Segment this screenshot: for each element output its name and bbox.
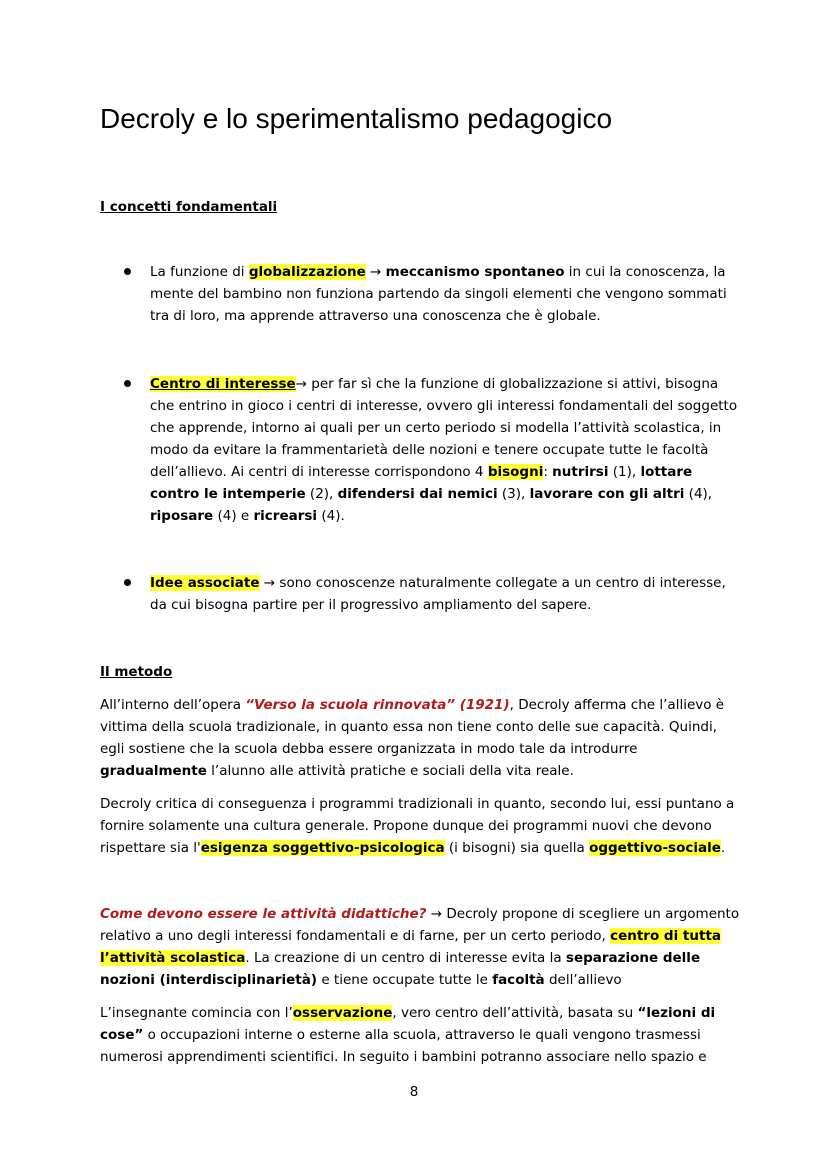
bullet-globalizzazione: La funzione di globalizzazione → meccanismo spontaneo in cui la conoscenza, la mente del bambino non funziona partendo da singoli elementi che vengono sommati tra di loro, ma apprende attraverso una conoscenza che è globale.	[150, 264, 727, 324]
bullet-dot	[124, 579, 131, 586]
paragraph-programmi: Decroly critica di conseguenza i programmi tradizionali in quanto, secondo lui, essi puntano a fornire solamente una cultura generale. Propone dunque dei programmi nuovi che devono rispettare sia l'esigenza soggettivo-psicologica (i bisogni) sia quella oggettivo-sociale.	[100, 796, 735, 856]
highlight: Idee associate	[150, 575, 260, 591]
highlight: osservazione	[292, 1005, 393, 1021]
bullet-idee-associate: Idee associate → sono conoscenze naturalmente collegate a un centro di interesse, da cui bisogna partire per il progressivo ampliamento del sapere.	[150, 575, 726, 613]
bullet-centro-di-interesse: Centro di interesse→ per far sì che la funzione di globalizzazione si attivi, bisogna che entrino in gioco i centri di interesse, ovvero gli interessi fondamentali del soggetto che apprende, intorno ai quali per un certo periodo si modella l’attività scolastica, in modo da evitare la frammentarietà delle nozioni e tenere occupate tutte le facoltà dell’allievo. Ai centri di interesse corrispondono 4 bisogni: nutrirsi (1), lottare contro le intemperie (2), difendersi dai nemici (3), lavorare con gli altri (4), riposare (4) e ricrearsi (4).	[150, 376, 738, 524]
bullet-dot	[124, 380, 131, 387]
highlight: centro di tutta l’attività scolastica	[100, 928, 722, 966]
highlight: bisogni	[487, 464, 544, 480]
highlight: Centro di interesse	[150, 376, 296, 392]
paragraph-verso-la-scuola: All’interno dell’opera “Verso la scuola rinnovata” (1921), Decroly afferma che l’allievo è vittima della scuola tradizionale, in quanto essa non tiene conto delle sue capacità. Quindi, egli sostiene che la scuola debba essere organizzata in modo tale da introdurre gradualmente l’alunno alle attività pratiche e sociali della vita reale.	[100, 697, 725, 779]
page-number: 8	[409, 1084, 419, 1100]
paragraph-osservazione: L’insegnante comincia con l’osservazione, vero centro dell’attività, basata su “lezioni di cose” o occupazioni interne o esterne alla scuola, attraverso le quali vengono trasmessi numerosi apprendimenti scientifici. In seguito i bambini potranno associare nello spazio e	[100, 1005, 716, 1065]
page-title: Decroly e lo sperimentalismo pedagogico	[100, 103, 613, 134]
paragraph-attivita-didattiche: Come devono essere le attività didattiche? → Decroly propone di scegliere un argomento relativo a uno degli interessi fondamentali e di farne, per un certo periodo, centro di tutta l’attività scolastica. La creazione di un centro di interesse evita la separazione delle nozioni (interdisciplinarietà) e tiene occupate tutte le facoltà dell’allievo	[100, 906, 740, 988]
section-heading-metodo: Il metodo	[100, 664, 173, 680]
highlight: esigenza soggettivo-psicologica	[200, 840, 445, 856]
highlight: oggettivo-sociale	[589, 840, 721, 856]
section-heading-concetti: I concetti fondamentali	[100, 199, 278, 215]
bullet-dot	[124, 268, 131, 275]
highlight: globalizzazione	[248, 264, 366, 280]
